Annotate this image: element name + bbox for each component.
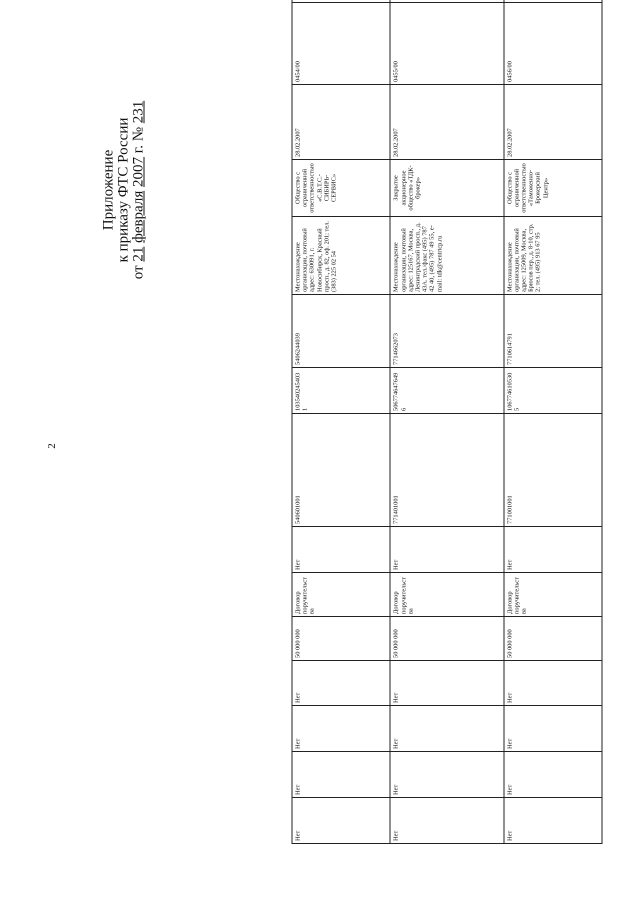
header-line2: к приказу ФТС России [115,117,132,263]
cell-code: 0456/00 [504,3,602,85]
header-line1: Приложение [100,149,117,231]
cell-guarantee: Договор поручительства [504,573,602,617]
cell-inn: 7714662073 [390,295,503,368]
table-row [390,0,503,844]
cell-col9: Нет [390,527,503,573]
cell-num [504,0,602,3]
cell-col15: Нет [390,798,503,844]
cell-amount: 50 000 000 [390,617,503,661]
header-month: февраля [130,190,147,243]
cell-code: 0454/00 [292,3,390,85]
cell-col12: Нет [292,661,390,706]
table-row [504,0,602,844]
cell-inn: 7710614791 [504,295,602,368]
cell-ogrn: 5067746476496 [390,368,503,414]
cell-inn: 5406244039 [292,295,390,368]
cell-num [292,0,390,3]
cell-code: 0455/00 [390,3,503,85]
cell-num [390,0,503,3]
header-year: 2007 [130,157,147,188]
header-from: от [130,265,147,280]
cell-kpp: 771001001 [504,414,602,527]
cell-amount: 50 000 000 [292,617,390,661]
cell-col14: Нет [390,752,503,798]
cell-col15: Нет [504,798,602,844]
cell-col14: Нет [504,752,602,798]
cell-name: Общество с ограниченной ответственностью «С.В.Т.С.-СИБИРЬ-СЕРВИС» [292,160,390,217]
header-number-sign: № [130,126,147,142]
cell-date: 28.02.2007 [390,85,503,160]
registry-table [292,0,603,844]
cell-ogrn: 1035402454031 [292,368,390,414]
cell-col9: Нет [292,527,390,573]
cell-kpp: 771401001 [390,414,503,527]
cell-date: 28.02.2007 [292,85,390,160]
cell-address: Местонахождение организации, почтовый адрес: 630091, г. Новосибирск, Красный просп., д. 82, оф. 201; тел. (383) 225 02 54 [292,217,390,295]
header-year-suffix: г. [130,145,147,154]
cell-address: Местонахождение организации, почтовый адрес: 125009, Москва, Брюсов пер., д. 8-10, стр. 2; тел. (495) 913 67 95 [504,217,602,295]
cell-col12: Нет [390,661,503,706]
header-line3 [132,70,147,310]
cell-amount: 50 000 000 [504,617,602,661]
cell-kpp: 540601001 [292,414,390,527]
cell-col13: Нет [504,706,602,752]
cell-col15: Нет [292,798,390,844]
registry-table-container [292,30,603,844]
cell-col14: Нет [292,752,390,798]
cell-guarantee: Договор поручительства [292,573,390,617]
cell-col13: Нет [390,706,503,752]
cell-guarantee: Договор поручительства [390,573,503,617]
cell-col9: Нет [504,527,602,573]
order-header [102,70,147,310]
header-day: 21 [130,246,147,262]
page-number: 2 [46,443,58,449]
cell-name: Закрытое акционерное общество «ТДК-брокер» [390,160,503,217]
cell-address: Местонахождение организации, почтовый адрес: 125167, Москва, Ленинградский просп., д. 43А. тел./факс (495) 787 42 40, (495) 787 49 55, e-mail: tdk@centrtcp.ru [390,217,503,295]
cell-col12: Нет [504,661,602,706]
cell-ogrn: 1067746105305 [504,368,602,414]
header-number: 231 [130,100,147,124]
table-row [292,0,390,844]
cell-col13: Нет [292,706,390,752]
cell-date: 28.02.2007 [504,85,602,160]
cell-name: Общество с ограниченной ответственностью «Таможенно-Брокерский Центр» [504,160,602,217]
